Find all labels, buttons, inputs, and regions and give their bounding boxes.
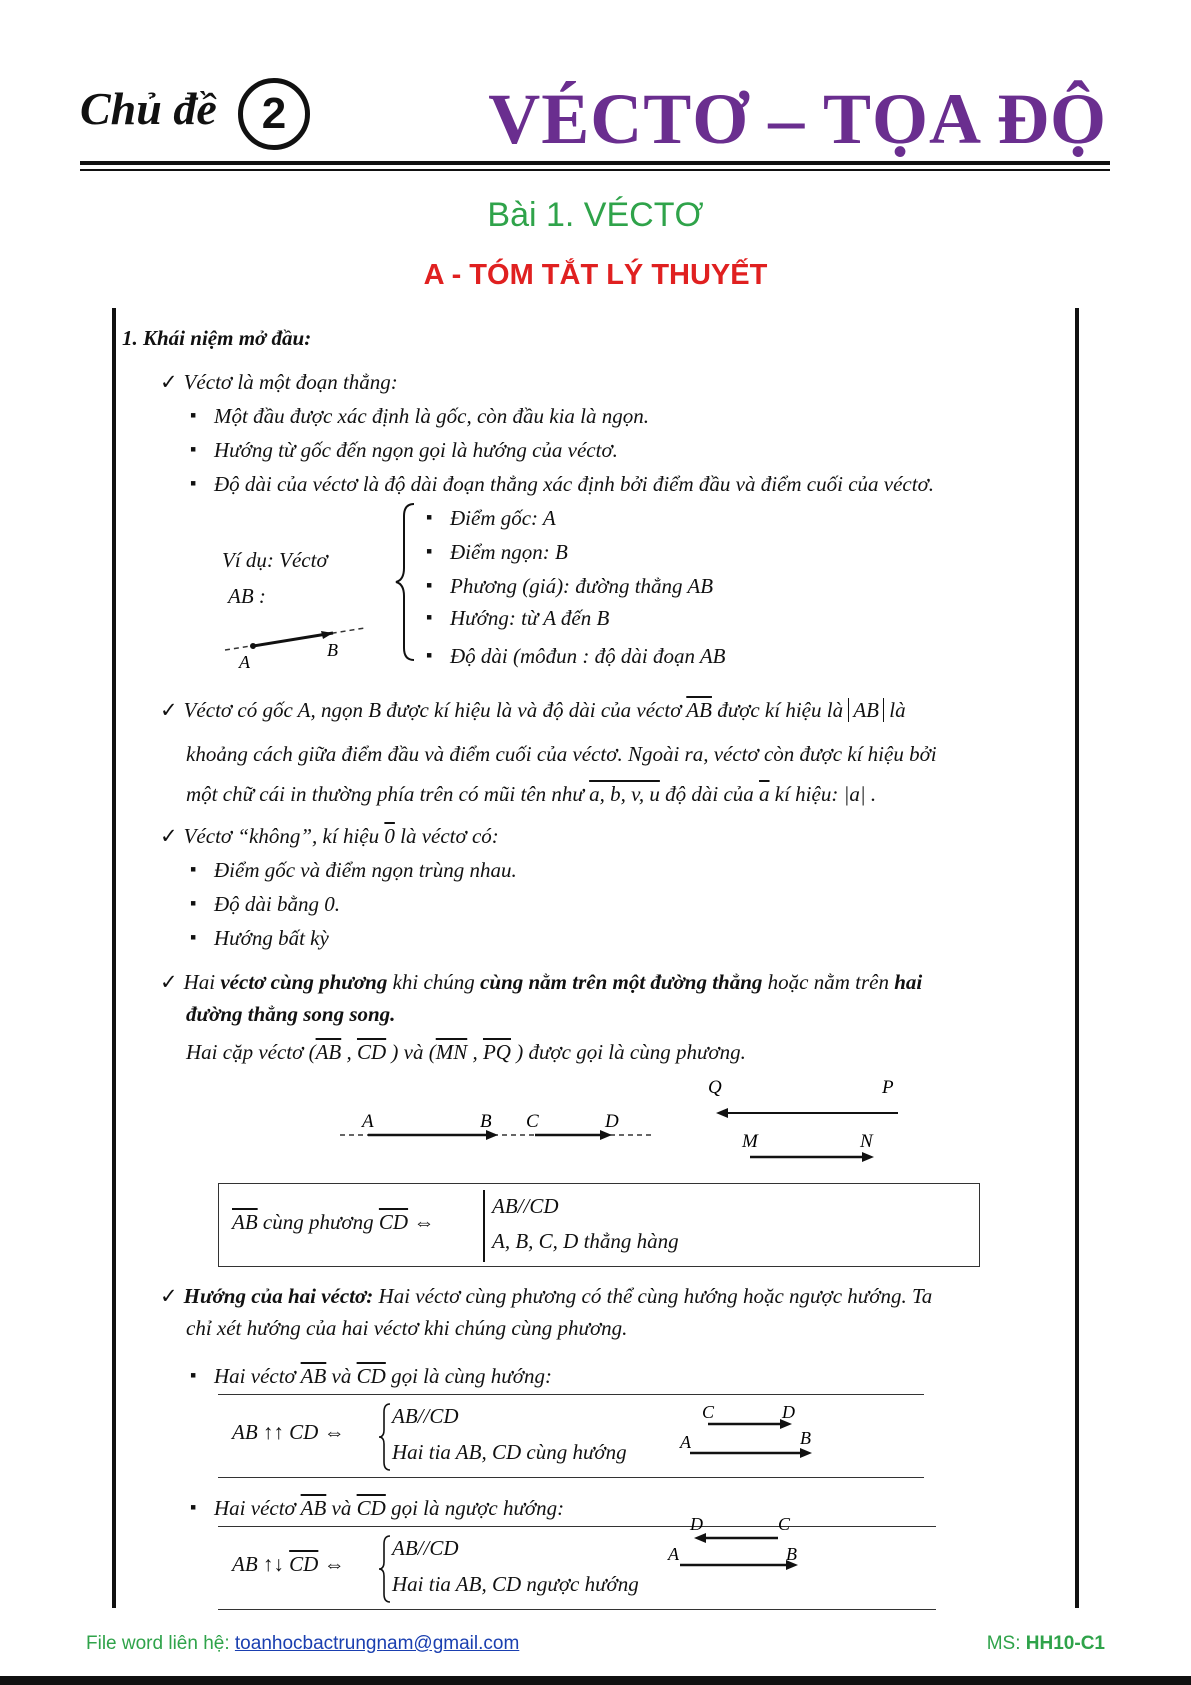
text: và bbox=[331, 1496, 352, 1520]
footer-email-link[interactable]: toanhocbactrungnam@gmail.com bbox=[234, 1633, 520, 1654]
check-icon: ✓ bbox=[160, 1284, 178, 1308]
condition-line: AB//CD bbox=[392, 1404, 459, 1428]
collinear-figure bbox=[330, 1075, 900, 1175]
condition-line: Hai tia AB, CD ngược hướng bbox=[392, 1572, 639, 1596]
bullet-item: ▪ Hướng bất kỳ bbox=[214, 926, 329, 951]
example-vector-label: AB : bbox=[228, 584, 266, 608]
vector-ab: $\overline{AB}$ bbox=[300, 1364, 327, 1388]
point-a-label: A bbox=[239, 652, 250, 670]
text: độ dài của bbox=[665, 782, 754, 806]
text: Véctơ “không”, kí hiệu bbox=[183, 824, 380, 848]
bullet-item: ▪ Độ dài của véctơ là độ dài đoạn thẳng xác định bởi điểm đầu và điểm cuối của véctơ. bbox=[214, 472, 934, 497]
header-rule-thin bbox=[80, 169, 1110, 171]
opposite-direction-item bbox=[214, 1496, 564, 1521]
collinear-line-2: đường thẳng song song. bbox=[186, 1002, 396, 1026]
same-direction-item bbox=[214, 1364, 552, 1389]
text: Hai véctơ bbox=[214, 1496, 296, 1520]
section-title: A - TÓM TẮT LÝ THUYẾT bbox=[423, 259, 768, 291]
direction-line-2: chỉ xét hướng của hai véctơ khi chúng cùng phương. bbox=[186, 1316, 628, 1340]
notation-line-2: khoảng cách giữa điểm đầu và điểm cuối của véctơ. Ngoài ra, véctơ còn được kí hiệu bởi bbox=[186, 742, 937, 766]
point-label: M bbox=[742, 1131, 758, 1152]
text: được kí hiệu là bbox=[717, 698, 844, 722]
bullet-item: ▪ Hướng từ gốc đến ngọn gọi là hướng của véctơ. bbox=[214, 438, 618, 463]
vector-cd: $\overline{CD}$ bbox=[378, 1210, 409, 1234]
point-label: C bbox=[702, 1402, 715, 1422]
text: gọi là ngược hướng: bbox=[391, 1496, 565, 1520]
text: , bbox=[472, 1040, 478, 1064]
text: Véctơ có gốc A, ngọn B được kí hiệu là và độ dài của véctơ bbox=[183, 698, 682, 722]
ms-code: HH10-C1 bbox=[1025, 1633, 1105, 1654]
text: , bbox=[346, 1040, 352, 1064]
text: hoặc nằm trên bbox=[767, 970, 889, 994]
text: kí hiệu: bbox=[774, 782, 839, 806]
example-prop: ▪ Phương (giá): đường thẳng AB bbox=[450, 574, 713, 599]
header-rule-thick bbox=[80, 161, 1110, 165]
point-label: A bbox=[362, 1111, 374, 1132]
collinear-example bbox=[186, 1040, 746, 1065]
point-label: P bbox=[882, 1077, 894, 1098]
vector-ab: $\overline{AB}$ bbox=[300, 1496, 327, 1520]
vector-cd: $\overline{CD}$ bbox=[356, 1496, 386, 1520]
collinear-relation bbox=[232, 1210, 434, 1235]
bullet-item: ▪ Một đầu được xác định là gốc, còn đầu kia là ngọn. bbox=[214, 404, 649, 429]
same-direction-figure bbox=[676, 1400, 826, 1466]
notation-line-3 bbox=[186, 782, 876, 807]
example-label: Ví dụ: Véctơ bbox=[222, 548, 328, 572]
right-margin-bar bbox=[1075, 308, 1079, 1608]
example-prop: ▪ Điểm ngọn: B bbox=[450, 540, 568, 565]
vector-cd: $\overline{CD}$ bbox=[356, 1040, 387, 1064]
footer-contact bbox=[86, 1633, 519, 1655]
check-icon: ✓ bbox=[160, 970, 178, 994]
point-label: A bbox=[668, 1544, 679, 1564]
chu-de-label: Chủ đề bbox=[80, 83, 217, 134]
text: Hai véctơ bbox=[214, 1364, 296, 1388]
zero-vector-symbol: 0 bbox=[384, 824, 395, 848]
abs-ab: AB bbox=[848, 698, 884, 722]
vector-a: $\overline{a}$ bbox=[759, 782, 770, 806]
point-label: D bbox=[690, 1514, 703, 1534]
page-title: VÉCTƠ – TỌA ĐỘ bbox=[488, 79, 1107, 159]
brace-icon bbox=[378, 1402, 392, 1472]
text-bold: cùng nằm trên một đường thẳng bbox=[480, 970, 763, 994]
iff-symbol: ⇔ bbox=[413, 1210, 435, 1234]
point-label: B bbox=[480, 1111, 492, 1132]
vector-cd: $\overline{CD}$ bbox=[356, 1364, 386, 1388]
condition-line: A, B, C, D thẳng hàng bbox=[492, 1229, 679, 1253]
text: Hai bbox=[183, 970, 216, 994]
example-prop: ▪ Hướng: từ A đến B bbox=[450, 606, 609, 631]
text: Véctơ là một đoạn thẳng: bbox=[183, 370, 398, 394]
text: Hai véctơ cùng phương có thể cùng hướng hoặc ngược hướng. Ta bbox=[378, 1284, 933, 1308]
text: và bbox=[331, 1364, 352, 1388]
opposite-symbol: ↑↓ bbox=[262, 1552, 284, 1576]
text-bold: véctơ cùng phương bbox=[220, 970, 388, 994]
text: ) được gọi là cùng phương. bbox=[516, 1040, 746, 1064]
point-label: C bbox=[778, 1514, 791, 1534]
text: là bbox=[889, 698, 906, 722]
example-prop: ▪ Độ dài (môđun : độ dài đoạn AB bbox=[450, 644, 726, 669]
point-label: A bbox=[680, 1432, 691, 1452]
point-label: D bbox=[782, 1402, 795, 1422]
footer-code bbox=[987, 1633, 1105, 1655]
vector-ab: $\overline{AB}$ bbox=[232, 1210, 258, 1234]
point-label: B bbox=[800, 1428, 811, 1448]
check-icon: ✓ bbox=[160, 698, 178, 722]
check-icon: ✓ bbox=[160, 824, 178, 848]
vector-symbols: a, b, v, u bbox=[589, 782, 660, 806]
ms-label: MS: bbox=[986, 1633, 1021, 1654]
text: là véctơ có: bbox=[400, 824, 499, 848]
text-bold: Hướng của hai véctơ: bbox=[183, 1284, 374, 1308]
bullet-item: ▪ Điểm gốc và điểm ngọn trùng nhau. bbox=[214, 858, 517, 883]
point-label: B bbox=[786, 1544, 797, 1564]
check-item-zero-vector bbox=[160, 824, 499, 849]
vector-ab: $\overline{AB}$ bbox=[686, 698, 712, 722]
item-heading: 1. Khái niệm mở đầu: bbox=[122, 326, 312, 350]
abs-a: |a| . bbox=[843, 782, 877, 806]
text: AB bbox=[232, 1552, 258, 1576]
vector-ab: $\overline{AB}$ bbox=[315, 1040, 342, 1064]
check-item-vector-def bbox=[160, 370, 398, 395]
text: Hai cặp véctơ ( bbox=[186, 1040, 316, 1064]
vector-mn: $\overline{MN}$ bbox=[435, 1040, 468, 1064]
point-label: D bbox=[605, 1111, 619, 1132]
condition-line: Hai tia AB, CD cùng hướng bbox=[392, 1440, 627, 1464]
vector-cd: $\overline{CD}$ bbox=[289, 1552, 319, 1576]
point-label: Q bbox=[708, 1077, 722, 1098]
condition-line: AB//CD bbox=[492, 1194, 559, 1218]
text: ) và ( bbox=[391, 1040, 436, 1064]
point-b-label: B bbox=[327, 640, 338, 660]
point-label: N bbox=[860, 1131, 873, 1152]
text: gọi là cùng hướng: bbox=[391, 1364, 552, 1388]
example-prop: ▪ Điểm gốc: A bbox=[450, 506, 556, 531]
bullet-item: ▪ Độ dài bằng 0. bbox=[214, 892, 340, 917]
topic-number-badge: 2 bbox=[238, 78, 310, 150]
lesson-title: Bài 1. VÉCTƠ bbox=[487, 196, 704, 234]
text: một chữ cái in thường phía trên có mũi tên như bbox=[186, 782, 584, 806]
check-icon: ✓ bbox=[160, 370, 178, 394]
brace-icon bbox=[378, 1534, 392, 1604]
condition-line: AB//CD bbox=[392, 1536, 459, 1560]
brace-icon bbox=[392, 500, 422, 665]
bottom-edge-bar bbox=[0, 1676, 1191, 1685]
check-item-collinear bbox=[160, 970, 922, 995]
opposite-direction-figure bbox=[662, 1510, 812, 1576]
footer-label: File word liên hệ: bbox=[86, 1633, 230, 1654]
example-vector-figure bbox=[215, 620, 375, 670]
point-label: C bbox=[526, 1111, 539, 1132]
text: khi chúng bbox=[392, 970, 475, 994]
left-margin-bar bbox=[112, 308, 116, 1608]
vector-pq: $\overline{PQ}$ bbox=[482, 1040, 511, 1064]
check-item-direction bbox=[160, 1284, 932, 1309]
check-item-notation bbox=[160, 698, 906, 723]
opposite-direction-relation bbox=[232, 1552, 345, 1577]
same-direction-relation: AB ↑↑ CD ⇔ bbox=[232, 1420, 345, 1444]
iff-symbol: ⇔ bbox=[323, 1552, 345, 1576]
text-bold: hai bbox=[894, 970, 923, 994]
bracket-icon bbox=[483, 1190, 488, 1262]
text: cùng phương bbox=[262, 1210, 374, 1234]
